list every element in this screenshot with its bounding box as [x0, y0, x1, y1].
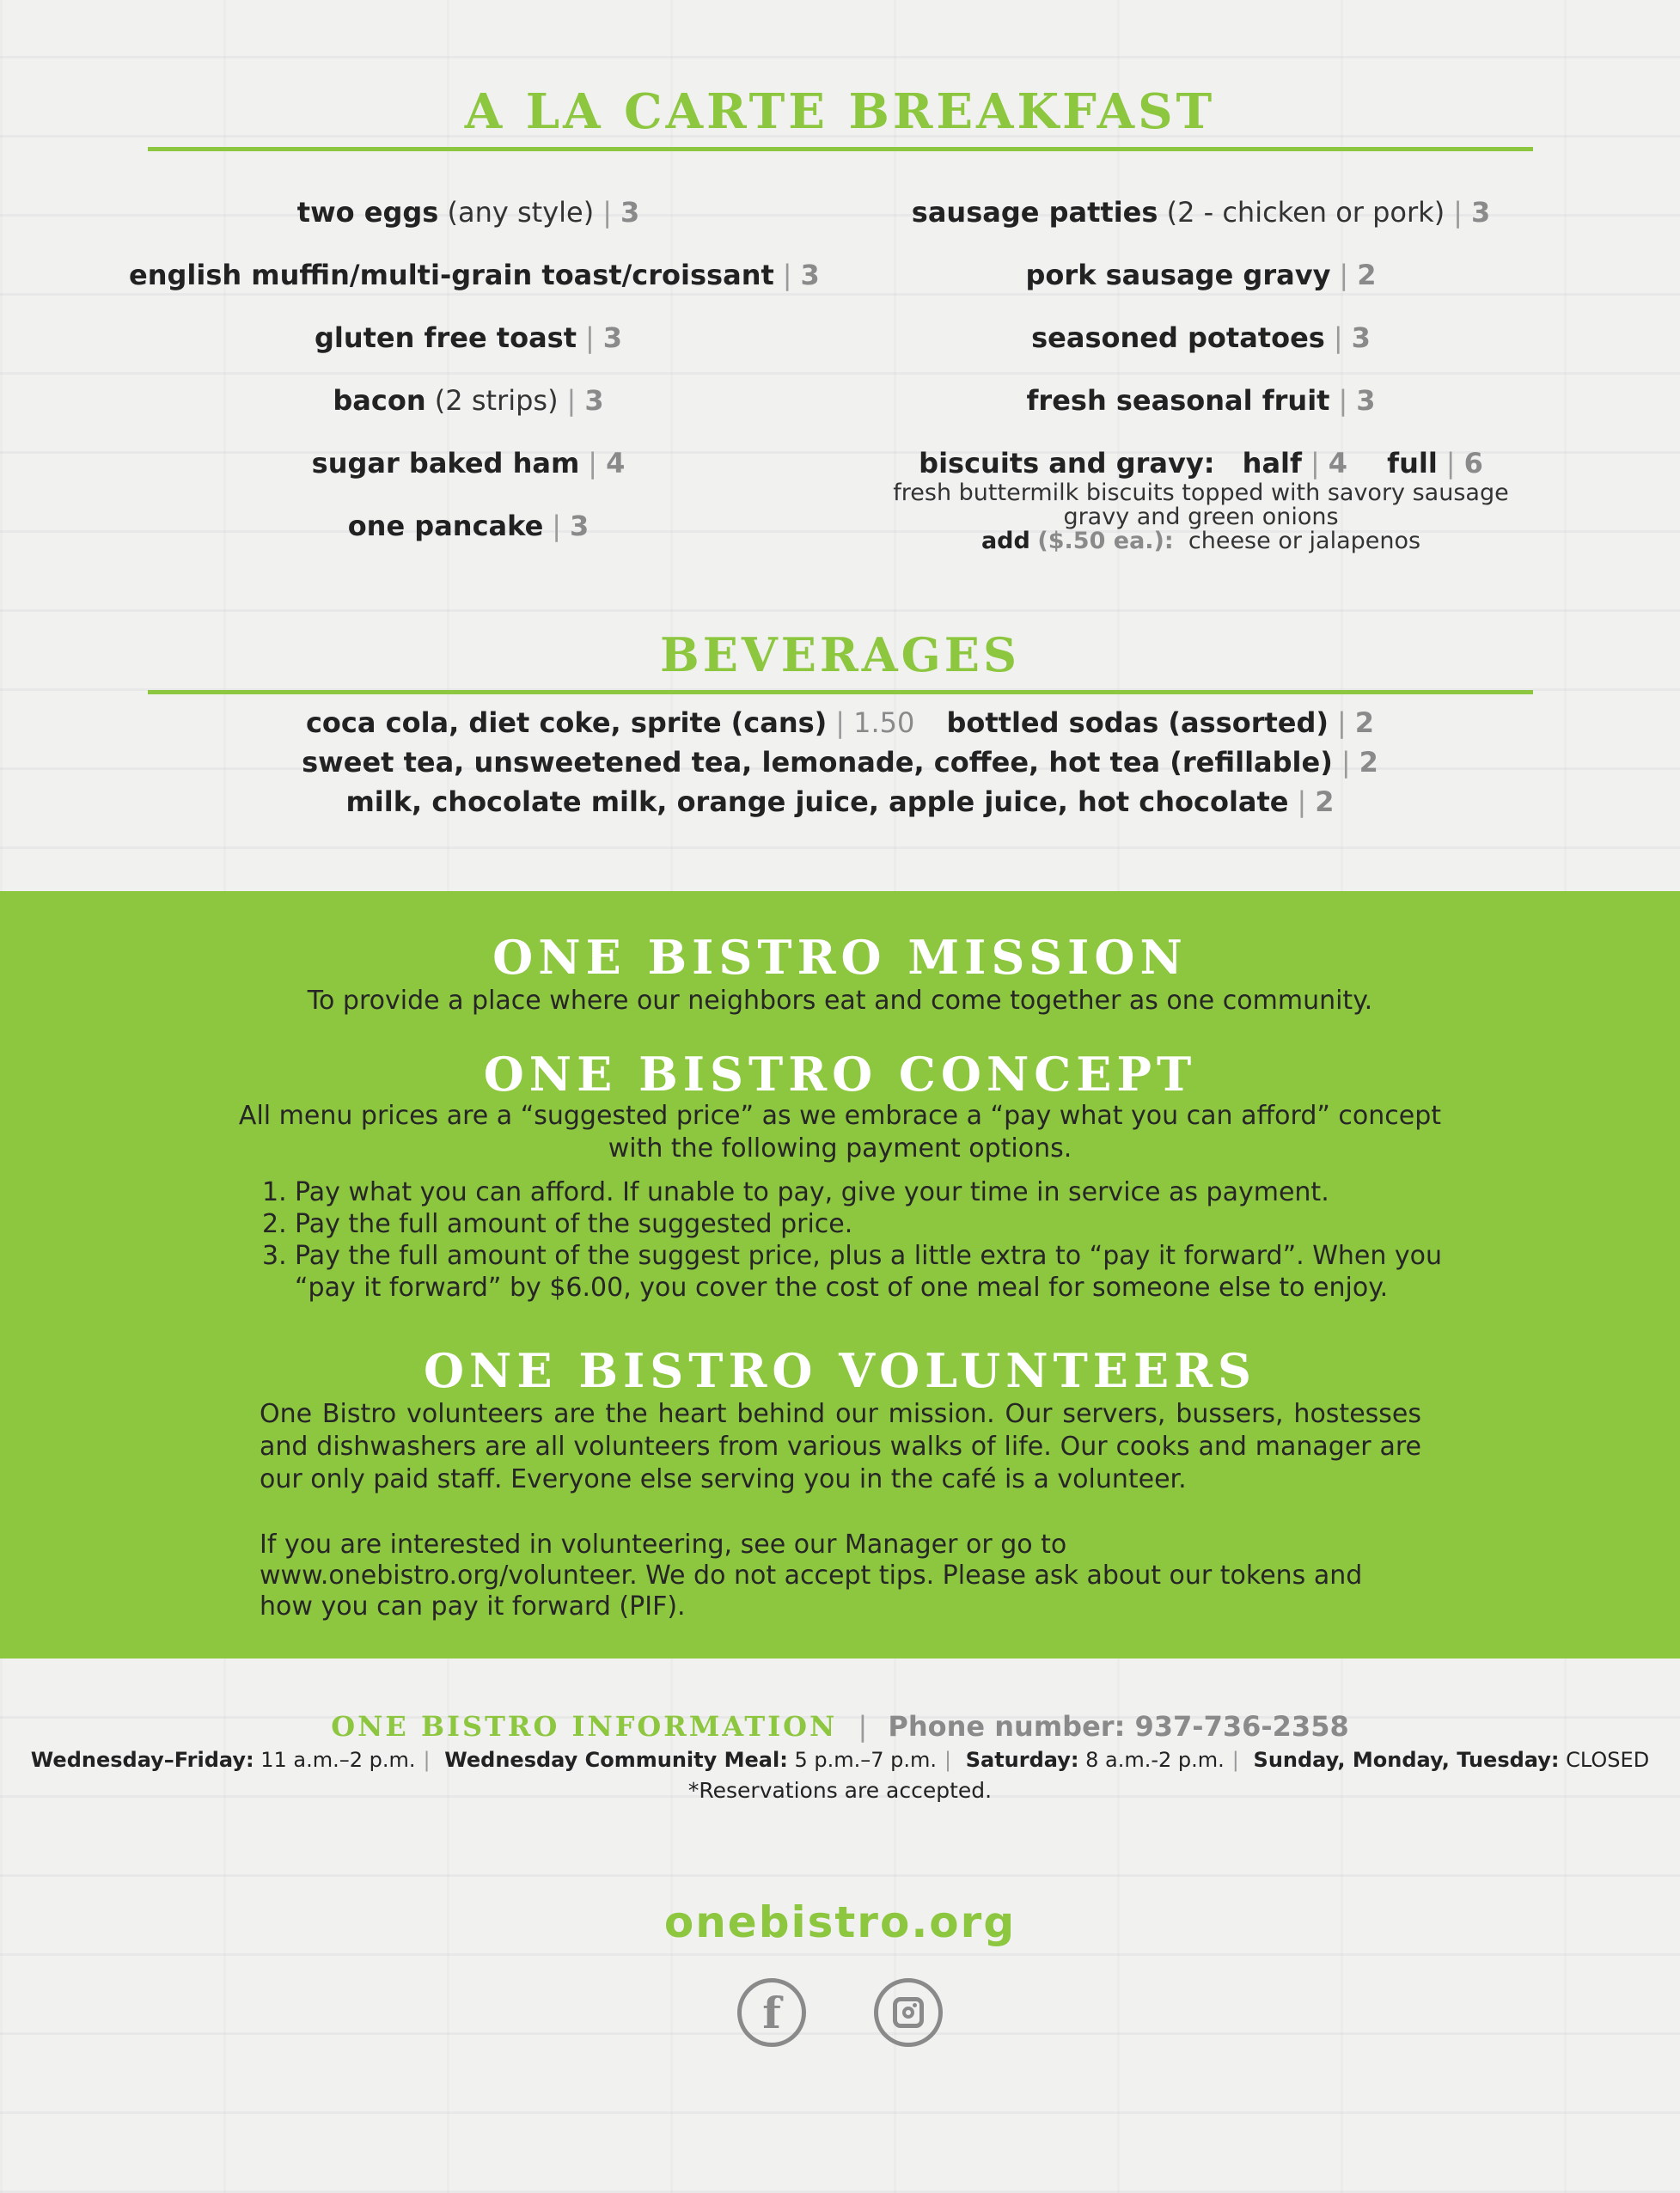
menu-item: english muffin/multi-grain toast/croissant | 3	[129, 259, 820, 291]
payment-option: 2. Pay the full amount of the suggested price.	[262, 1209, 853, 1239]
reservations-note: *Reservations are accepted.	[687, 1778, 993, 1803]
volunteers-title: ONE BISTRO VOLUNTEERS	[424, 1343, 1256, 1398]
menu-item: sugar baked ham | 4	[311, 447, 626, 480]
facebook-icon[interactable]: f	[737, 1978, 806, 2047]
menu-item-biscuits: biscuits and gravy: half | 4 full | 6	[919, 447, 1483, 480]
breakfast-title: A LA CARTE BREAKFAST	[464, 83, 1216, 140]
info-header: ONE BISTRO INFORMATION | Phone number: 937-736-2358	[331, 1710, 1349, 1743]
mission-text: To provide a place where our neighbors eat and come together as one community.	[307, 986, 1373, 1016]
menu-item: gluten free toast | 3	[314, 321, 623, 354]
menu-item: bacon (2 strips) | 3	[333, 384, 604, 417]
volunteers-contact: If you are interested in volunteering, see our Manager or go to www.onebistro.org/volunteer. We do not accept tips. Please ask about our tokens and how you can pay it forward (PIF).	[260, 1530, 1363, 1622]
hours-line: Wednesday–Friday: 11 a.m.–2 p.m. | Wednesday Community Meal: 5 p.m.–7 p.m. | Saturday: 8 a.m.-2 p.m. | Sunday, Monday, Tuesday: CLOSED	[30, 1748, 1650, 1772]
breakfast-divider	[148, 147, 1533, 151]
biscuits-description: fresh buttermilk biscuits topped with savory sausage gravy and green onions add ($.50 ea.): cheese or jalapenos	[893, 480, 1509, 554]
menu-item: sausage patties (2 - chicken or pork) | 3	[911, 196, 1491, 229]
menu-item: seasoned potatoes | 3	[1031, 321, 1371, 354]
payment-option: 1. Pay what you can afford. If unable to pay, give your time in service as payment.	[262, 1177, 1329, 1207]
beverages-title: BEVERAGES	[660, 627, 1020, 682]
menu-item: two eggs (any style) | 3	[296, 196, 640, 229]
info-title: ONE BISTRO INFORMATION	[331, 1710, 838, 1743]
beverage-row: sweet tea, unsweetened tea, lemonade, coffee, hot tea (refillable) | 2	[302, 746, 1378, 779]
instagram-icon[interactable]	[874, 1978, 943, 2047]
mission-title: ONE BISTRO MISSION	[492, 930, 1188, 985]
beverage-row: milk, chocolate milk, orange juice, apple juice, hot chocolate | 2	[345, 785, 1335, 818]
menu-item: one pancake | 3	[347, 510, 590, 542]
website-link[interactable]: onebistro.org	[663, 1897, 1017, 1947]
payment-options	[262, 1176, 1443, 1304]
beverages-divider	[148, 690, 1533, 694]
volunteers-text: One Bistro volunteers are the heart behind our mission. Our servers, bussers, hostesses and dishwashers are all volunteers from various walks of life. Our cooks and manager are our only paid staff. Everyone else serving you in the café is a volunteer.	[260, 1399, 1421, 1494]
concept-title: ONE BISTRO CONCEPT	[483, 1047, 1197, 1102]
beverage-row: coca cola, diet coke, sprite (cans) | 1.50 bottled sodas (assorted) | 2	[305, 706, 1375, 739]
menu-item: fresh seasonal fruit | 3	[1026, 384, 1376, 417]
payment-option: 3. Pay the full amount of the suggest price, plus a little extra to “pay it forward”. When you “pay it forward” by $6.00, you cover the cost of one meal for someone else to enjoy.	[262, 1241, 1443, 1303]
phone-number: Phone number: 937-736-2358	[888, 1710, 1349, 1743]
concept-intro: All menu prices are a “suggested price” as we embrace a “pay what you can afford” concept with the following payment options.	[238, 1101, 1442, 1164]
menu-item: pork sausage gravy | 2	[1025, 259, 1377, 291]
